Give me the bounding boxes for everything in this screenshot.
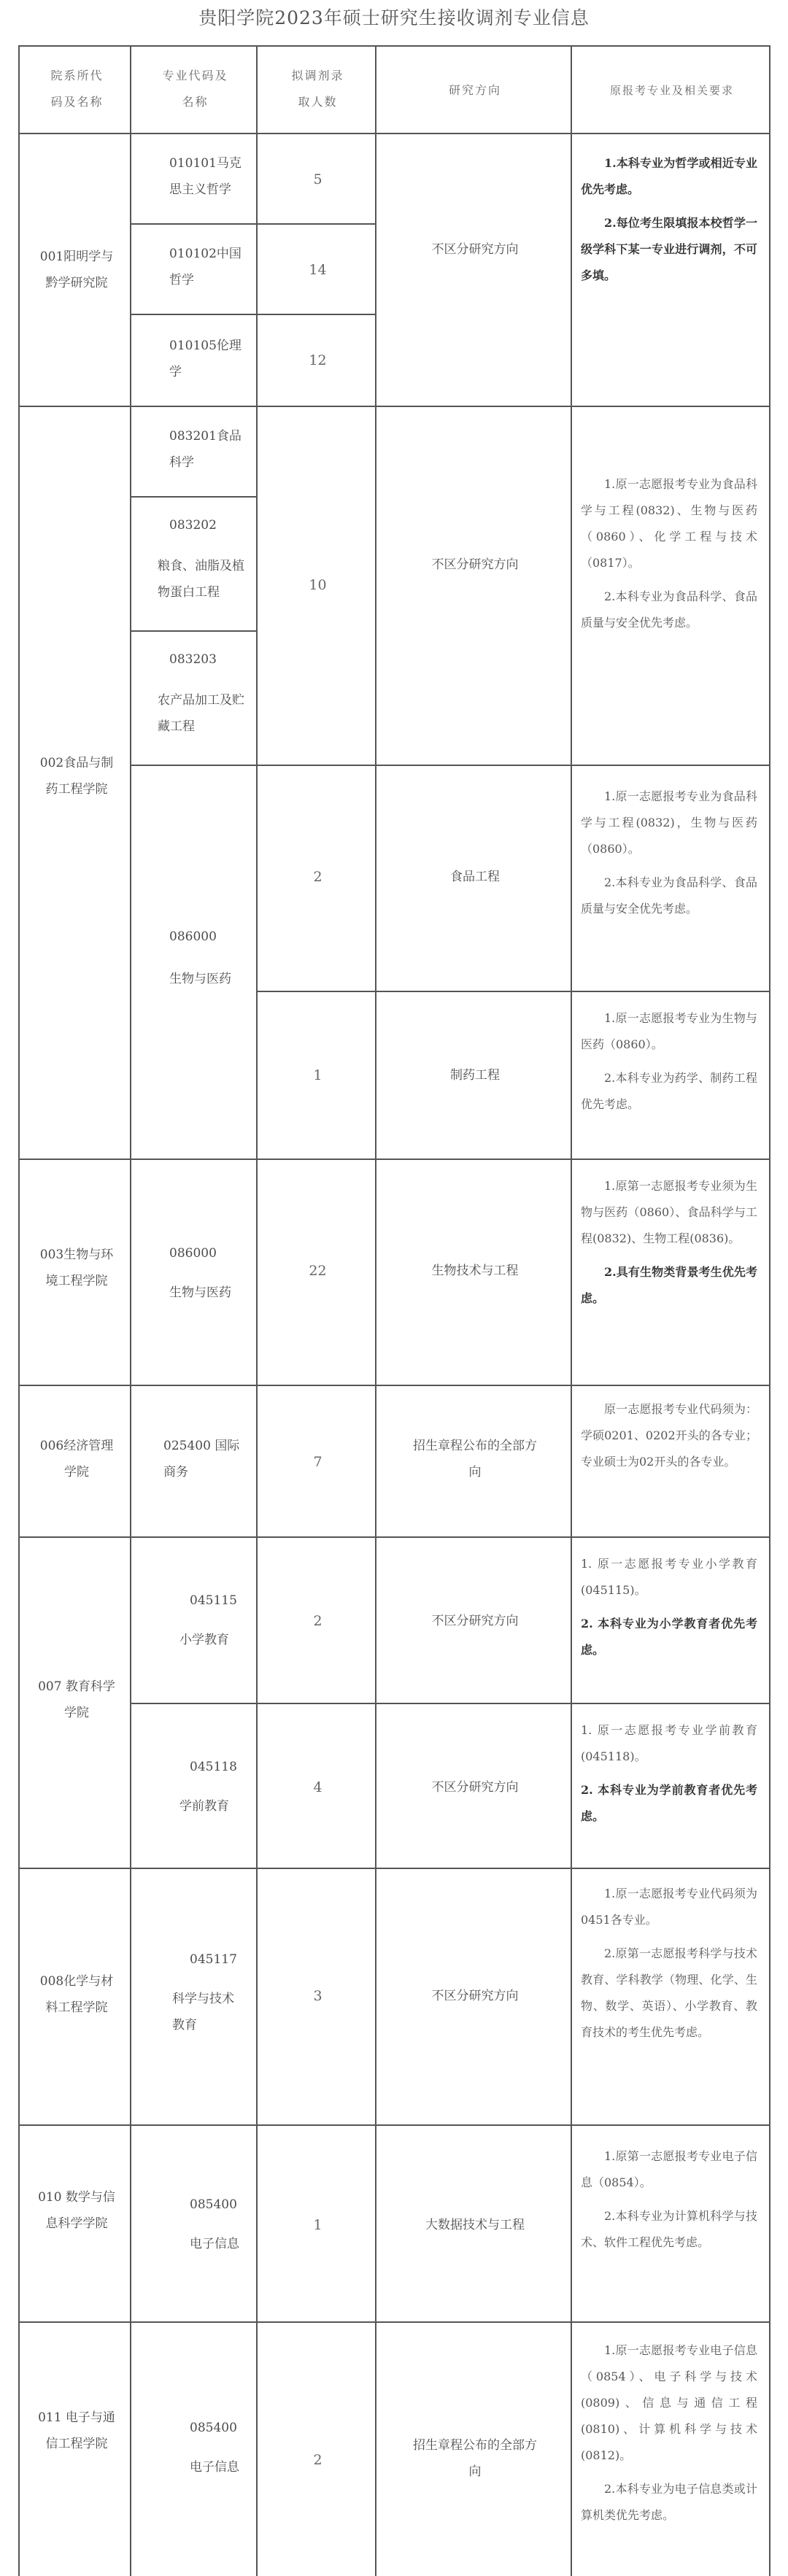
college-name: 003生物与环境工程学院 [39,1248,114,1288]
requirements-cell [571,991,770,1160]
quota-value: 5 [313,171,322,187]
major-name: 粮食、油脂及植物蛋白工程 [158,559,244,600]
major-name: 生物与医药 [169,1285,231,1300]
requirements-text: 1. 原一志愿报考专业学前教育(045118)。 2. 本科专业为学前教育者优先考虑。 [581,1723,757,1823]
college-name: 008化学与材料工程学院 [39,1974,114,2015]
college-cell [18,2321,131,2576]
direction-text: 不区分研究方向 [431,1614,519,1628]
quota-value: 2 [313,869,322,885]
direction-text: 制药工程 [450,1068,500,1083]
requirements-text: 1.本科专业为哲学或相近专业优先考虑。 2.每位考生限填报本校哲学一级学科下某一专业进行调剂，不可多填。 [581,156,757,282]
major-code: 086000 [169,1246,217,1261]
direction-cell [375,991,572,1160]
quota-cell [256,2124,376,2323]
header-direction: 研究方向 [375,45,572,134]
major-cell [130,630,258,766]
direction-cell [375,406,572,766]
major-name: 科学与技术教育 [172,1992,234,2032]
direction-cell [375,1159,572,1386]
major-code: 085400 [190,2421,237,2435]
requirements-cell [571,765,770,992]
quota-cell [256,1536,376,1704]
college-name: 002食品与制药工程学院 [39,756,114,797]
major-code-name: 010102中国哲学 [169,247,242,287]
requirements-cell [571,1159,770,1386]
quota-value: 1 [313,2217,322,2233]
major-cell [130,406,258,498]
direction-cell [375,2124,572,2323]
page-title: 贵阳学院2023年硕士研究生接收调剂专业信息 [198,7,590,28]
major-code-name: 010101马克思主义哲学 [169,156,242,197]
requirements-text: 1.原一志愿报考专业为食品科学与工程(0832)、生物与医药（0860）、化学工程与技术（0817）。 2.本科专业为食品科学、食品质量与安全优先考虑。 [581,477,757,630]
requirements-text: 1.原一志愿报考专业为食品科学与工程(0832)，生物与医药（0860）。 2.本科专业为食品科学、食品质量与安全优先考虑。 [581,789,757,916]
quota-value: 7 [313,1454,322,1470]
direction-cell [375,2321,572,2576]
quota-value: 14 [309,262,327,278]
requirements-text: 1. 原一志愿报考专业小学教育(045115)。 2. 本科专业为小学教育者优先考虑。 [581,1557,757,1657]
major-name: 农产品加工及贮藏工程 [158,693,244,734]
quota-cell [256,765,376,992]
major-cell [130,2321,258,2576]
major-code-name: 083201食品科学 [169,429,242,470]
major-code: 045115 [190,1593,237,1608]
quota-cell [256,314,376,407]
major-code: 083203 [169,652,217,667]
direction-text: 不区分研究方向 [431,1780,519,1795]
direction-cell [375,765,572,992]
direction-cell [375,133,572,407]
major-cell [130,1868,258,2126]
header-quota: 拟调剂录取人数 [256,45,376,134]
header-college: 院系所代码及名称 [18,45,131,134]
major-cell [130,1385,258,1538]
major-cell [130,314,258,407]
quota-cell [256,991,376,1160]
college-name: 006经济管理学院 [39,1439,114,1480]
requirements-cell [571,133,770,407]
direction-text: 招生章程公布的全部方向 [413,2438,537,2479]
quota-value: 10 [309,577,327,593]
college-name: 001阳明学与黔学研究院 [39,250,114,290]
major-cell [130,765,258,1160]
major-code: 083202 [169,518,217,533]
direction-text: 不区分研究方向 [431,1989,519,2003]
college-cell [18,2124,131,2323]
major-name: 学前教育 [179,1799,229,1814]
major-name: 电子信息 [190,2460,239,2475]
major-code: 045117 [190,1952,237,1967]
direction-text: 大数据技术与工程 [425,2218,525,2232]
quota-value: 3 [313,1988,322,2004]
major-code-name: 025400 国际商务 [163,1439,240,1480]
major-name: 小学教育 [179,1633,229,1647]
quota-value: 1 [313,1067,322,1083]
quota-value: 2 [313,1613,322,1629]
requirements-cell [571,2321,770,2576]
requirements-cell [571,1868,770,2126]
requirements-cell [571,2124,770,2323]
requirements-text: 1.原第一志愿报考专业电子信息（0854）。 2.本科专业为计算机科学与技术、软件工程优先考虑。 [581,2149,757,2249]
requirements-text: 1.原第一志愿报考专业须为生物与医药（0860）、食品科学与工程(0832)、生物工程(0836)。 2.具有生物类背景考生优先考虑。 [581,1179,757,1305]
direction-text: 食品工程 [450,870,500,884]
quota-cell [256,133,376,225]
direction-cell [375,1703,572,1869]
header-requirements: 原报考专业及相关要求 [571,45,770,134]
quota-cell [256,1868,376,2126]
college-cell [18,1536,131,1869]
quota-cell [256,2321,376,2576]
requirements-cell [571,1703,770,1869]
quota-value: 12 [309,352,327,368]
direction-cell [375,1536,572,1704]
requirements-text: 1.原一志愿报考专业为生物与医药（0860）。 2.本科专业为药学、制药工程优先考虑。 [581,1011,757,1111]
major-name: 生物与医药 [169,972,231,986]
quota-value: 4 [313,1779,322,1795]
requirements-text: 原一志愿报考专业代码须为：学硕0201、0202开头的各专业；专业硕士为02开头的各专业。 [581,1402,757,1469]
college-name: 011 电子与通信工程学院 [38,2410,115,2451]
college-cell [18,1159,131,1386]
direction-cell [375,1385,572,1538]
quota-value: 2 [313,2452,322,2468]
header-major: 专业代码及名称 [130,45,258,134]
requirements-cell [571,406,770,766]
major-code: 085400 [190,2197,237,2212]
requirements-text: 1.原一志愿报考专业电子信息（0854）、电子科学与技术(0809)、信息与通信工程(0810)、计算机科学与技术(0812)。 2.本科专业为电子信息类或计算机类优先考虑。 [581,2343,757,2522]
direction-text: 不区分研究方向 [431,242,519,257]
quota-cell [256,223,376,315]
quota-value: 22 [309,1263,327,1279]
major-cell [130,1159,258,1386]
college-cell [18,1385,131,1538]
quota-cell [256,1385,376,1538]
quota-cell [256,1159,376,1386]
quota-cell [256,406,376,766]
major-code-name: 010105伦理学 [169,339,242,379]
major-code: 086000 [169,929,217,944]
major-code: 045118 [190,1760,237,1774]
requirements-cell [571,1385,770,1538]
college-cell [18,133,131,407]
direction-text: 不区分研究方向 [431,557,519,572]
direction-text: 招生章程公布的全部方向 [413,1439,537,1480]
requirements-text: 1.原一志愿报考专业代码须为0451各专业。 2.原第一志愿报考科学与技术教育、学科教学（物理、化学、生物、数学、英语）、小学教育、教育技术的考生优先考虑。 [581,1887,757,2039]
major-cell [130,1536,258,1704]
major-cell [130,133,258,225]
direction-text: 生物技术与工程 [431,1264,519,1278]
college-cell [18,1868,131,2126]
major-name: 电子信息 [190,2237,239,2251]
requirements-cell [571,1536,770,1704]
major-cell [130,2124,258,2323]
college-name: 010 数学与信息科学学院 [38,2190,115,2231]
quota-cell [256,1703,376,1869]
major-cell [130,496,258,632]
major-cell [130,223,258,315]
college-name: 007 教育科学学院 [38,1679,115,1720]
college-cell [18,406,131,1160]
major-cell [130,1703,258,1869]
direction-cell [375,1868,572,2126]
